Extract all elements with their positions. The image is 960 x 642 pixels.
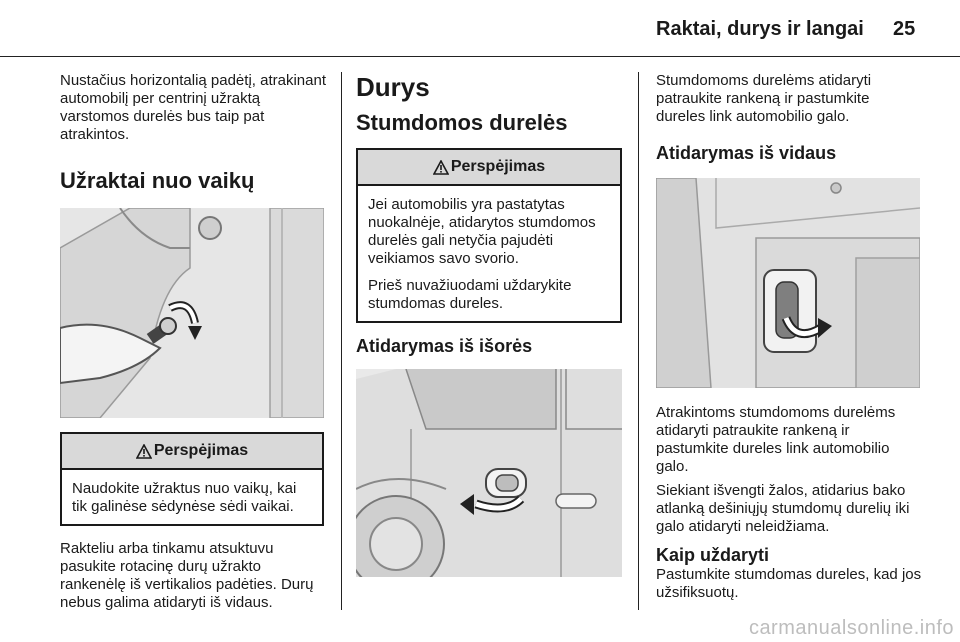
- warning-title: Perspėjimas: [450, 158, 546, 175]
- watermark: carmanualsonline.info: [748, 617, 954, 639]
- column-1: [60, 72, 326, 612]
- warning-paragraph-1: Jei automobilis yra pastatytas nuokalnėje, atidarytos stumdomos durelės gali netyčia pajudėti veikiamos savo svorio.: [368, 196, 596, 267]
- column-divider-2: [638, 72, 639, 610]
- header-rule: [0, 56, 960, 57]
- page-header: [0, 0, 960, 58]
- child-lock-instructions: Rakteliu arba tinkamu atsuktuvu pasukite rotacinę durų užrakto rankenėlę iš vertikalios padėties. Durų nebus galima atidaryti iš vidaus.: [60, 540, 314, 611]
- warning-box-child-locks: [60, 432, 324, 526]
- open-from-inside-heading: Atidarymas iš vidaus: [656, 143, 837, 163]
- child-lock-illustration: [60, 208, 324, 418]
- sliding-door-exterior-illustration: [356, 369, 622, 577]
- sliding-door-interior-illustration: [656, 178, 920, 388]
- intro-paragraph: Nustačius horizontalią padėtį, atrakinant automobilį per centrinį užraktą varstomos durelės bus taip pat atrakintos.: [60, 72, 326, 143]
- warning-box-sliding-door: [356, 148, 622, 323]
- warning-header: [358, 150, 620, 186]
- open-outside-paragraph: Stumdomoms durelėms atidaryti patraukite rankeną ir pastumkite dureles link automobilio galo.: [656, 72, 872, 125]
- column-2: [356, 72, 622, 577]
- warning-title: Perspėjimas: [153, 442, 249, 459]
- closing-paragraph: Pastumkite stumdomas dureles, kad jos užsifiksuotų.: [656, 566, 922, 601]
- warning-header: [62, 434, 322, 470]
- warning-paragraph-2: Prieš nuvažiuodami uždarykite stumdomas dureles.: [368, 277, 572, 312]
- open-inside-paragraph: Atrakintoms stumdomoms durelėms atidaryti patraukite rankeną ir pastumkite dureles link automobilio galo.: [656, 404, 896, 475]
- column-3: [656, 72, 922, 602]
- damage-warning-paragraph: Siekiant išvengti žalos, atidarius bako atlanką dešiniųjų stumdomų durelių iki galo atidaryti neleidžiama.: [656, 482, 910, 535]
- page-title: Raktai, durys ir langai: [656, 18, 864, 40]
- closing-heading: Kaip uždaryti: [656, 545, 770, 565]
- page-number: 25: [893, 18, 916, 40]
- column-divider-1: [341, 72, 342, 610]
- open-from-outside-heading: Atidarymas iš išorės: [356, 336, 533, 356]
- child-locks-heading: Užraktai nuo vaikų: [60, 168, 255, 193]
- warning-text: Naudokite užraktus nuo vaikų, kai tik galinėse sėdynėse sėdi vaikai.: [72, 480, 297, 515]
- sliding-door-heading: Stumdomos durelės: [356, 110, 568, 135]
- warning-triangle-icon: [433, 160, 449, 175]
- warning-triangle-icon: [136, 444, 152, 459]
- doors-heading: Durys: [356, 72, 430, 102]
